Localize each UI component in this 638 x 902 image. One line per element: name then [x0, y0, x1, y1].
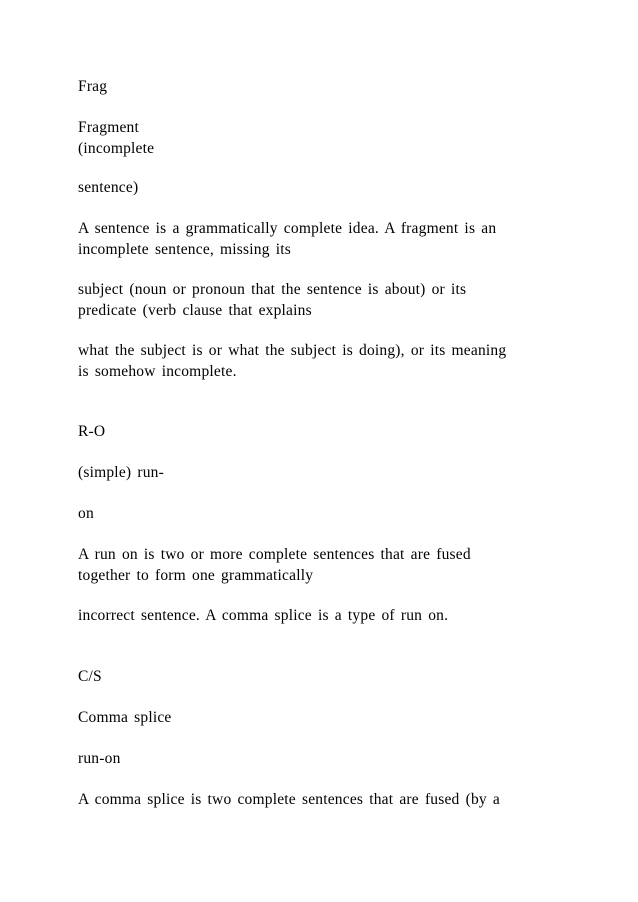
term-comma-splice-line2: run-on	[78, 750, 121, 767]
fragment-definition-line: predicate (verb clause that explains	[78, 302, 312, 319]
code-frag: Frag	[78, 78, 108, 95]
run-on-definition-line: incorrect sentence. A comma splice is a type of run on.	[78, 607, 449, 624]
run-on-definition-line: together to form one grammatically	[78, 567, 314, 584]
comma-splice-definition-line: A comma splice is two complete sentences that are fused (by a	[78, 791, 501, 808]
term-run-on-line2: on	[78, 505, 94, 522]
fragment-definition-line: incomplete sentence, missing its	[78, 241, 291, 258]
term-fragment-line2: (incomplete	[78, 140, 155, 157]
fragment-definition-line: what the subject is or what the subject is doing), or its meaning	[78, 342, 507, 359]
code-ro: R-O	[78, 423, 106, 440]
term-comma-splice-line1: Comma splice	[78, 709, 172, 726]
term-fragment-line1: Fragment	[78, 119, 140, 136]
run-on-definition-line: A run on is two or more complete sentences that are fused	[78, 546, 471, 563]
fragment-definition-line: A sentence is a grammatically complete idea. A fragment is an	[78, 220, 497, 237]
fragment-definition-line: subject (noun or pronoun that the sentence is about) or its	[78, 281, 467, 298]
term-fragment-line3: sentence)	[78, 179, 139, 196]
fragment-definition-line: is somehow incomplete.	[78, 363, 237, 380]
term-run-on-line1: (simple) run-	[78, 464, 164, 481]
code-cs: C/S	[78, 668, 102, 685]
